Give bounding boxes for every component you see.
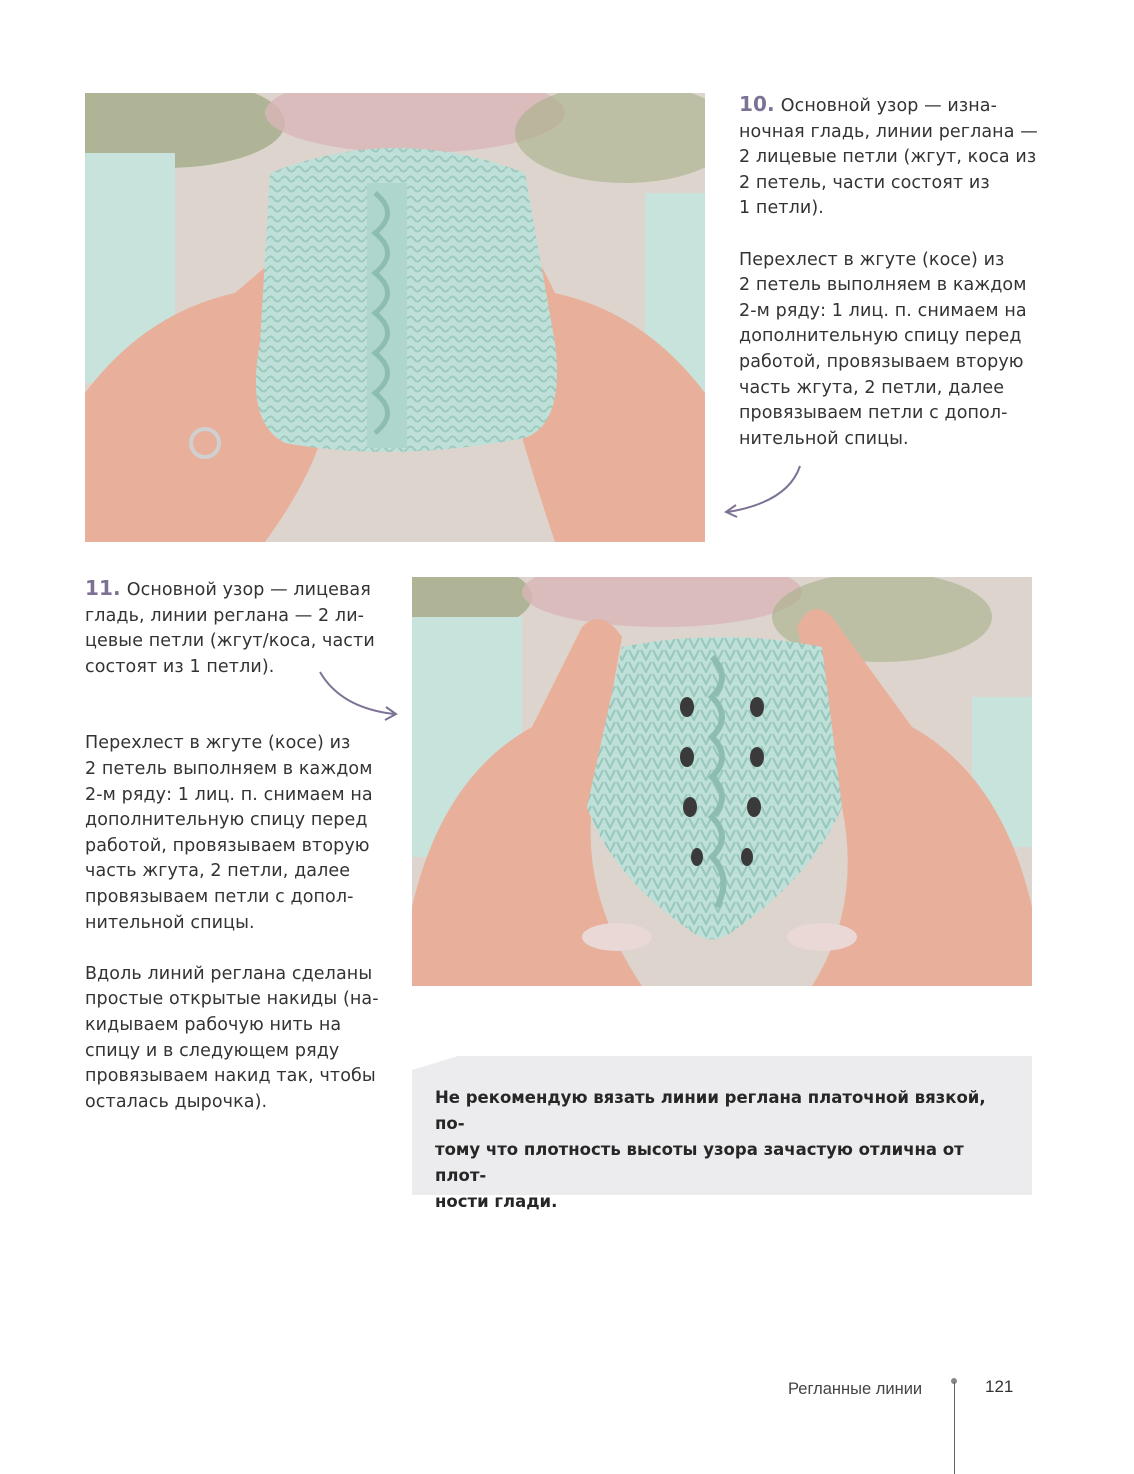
section-title: Регланные линии <box>788 1380 923 1398</box>
step-10-intro: Основной узор — изна- ночная гладь, линии реглана — 2 лицевые петли (жгут, коса из 2 петель, части состоят из 1 петли). <box>739 96 1038 219</box>
curved-arrow-icon <box>316 668 402 723</box>
footer-divider <box>954 1382 955 1474</box>
curved-arrow-icon <box>718 462 808 522</box>
step-11-number: 11. <box>85 576 121 600</box>
step-11-text <box>85 576 385 1141</box>
step-10-text <box>739 92 1039 478</box>
step-11-extra: Вдоль линий реглана сделаны простые открытые накиды (на- кидываем рабочую нить на спицу и в следующем ряду провязываем накид так, чтобы осталась дырочка). <box>85 963 379 1112</box>
photo-purl-cable-sample <box>85 93 705 542</box>
photo-stockinette-eyelet-sample <box>412 577 1032 986</box>
page-number: 121 <box>985 1377 1014 1396</box>
note-text: Не рекомендую вязать линии реглана платочной вязкой, по- тому что плотность высоты узора зачастую отлична от плот- ности глади. <box>435 1088 986 1211</box>
step-11-detail: Перехлест в жгуте (косе) из 2 петель выполняем в каждом 2-м ряду: 1 лиц. п. снимаем на дополнительную спицу перед работой, провязываем вторую часть жгута, 2 петли, далее провязываем петли с допол- нительной спицы. <box>85 733 373 933</box>
step-10-number: 10. <box>739 92 775 116</box>
step-11-intro: Основной узор — лицевая гладь, линии реглана — 2 ли- цевые петли (жгут/коса, части состоят из 1 петли). <box>85 580 375 677</box>
step-10-detail: Перехлест в жгуте (косе) из 2 петель выполняем в каждом 2-м ряду: 1 лиц. п. снимаем на дополнительную спицу перед работой, провязываем вторую часть жгута, 2 петли, далее провязываем петли с допол- нительной спицы. <box>739 249 1027 449</box>
